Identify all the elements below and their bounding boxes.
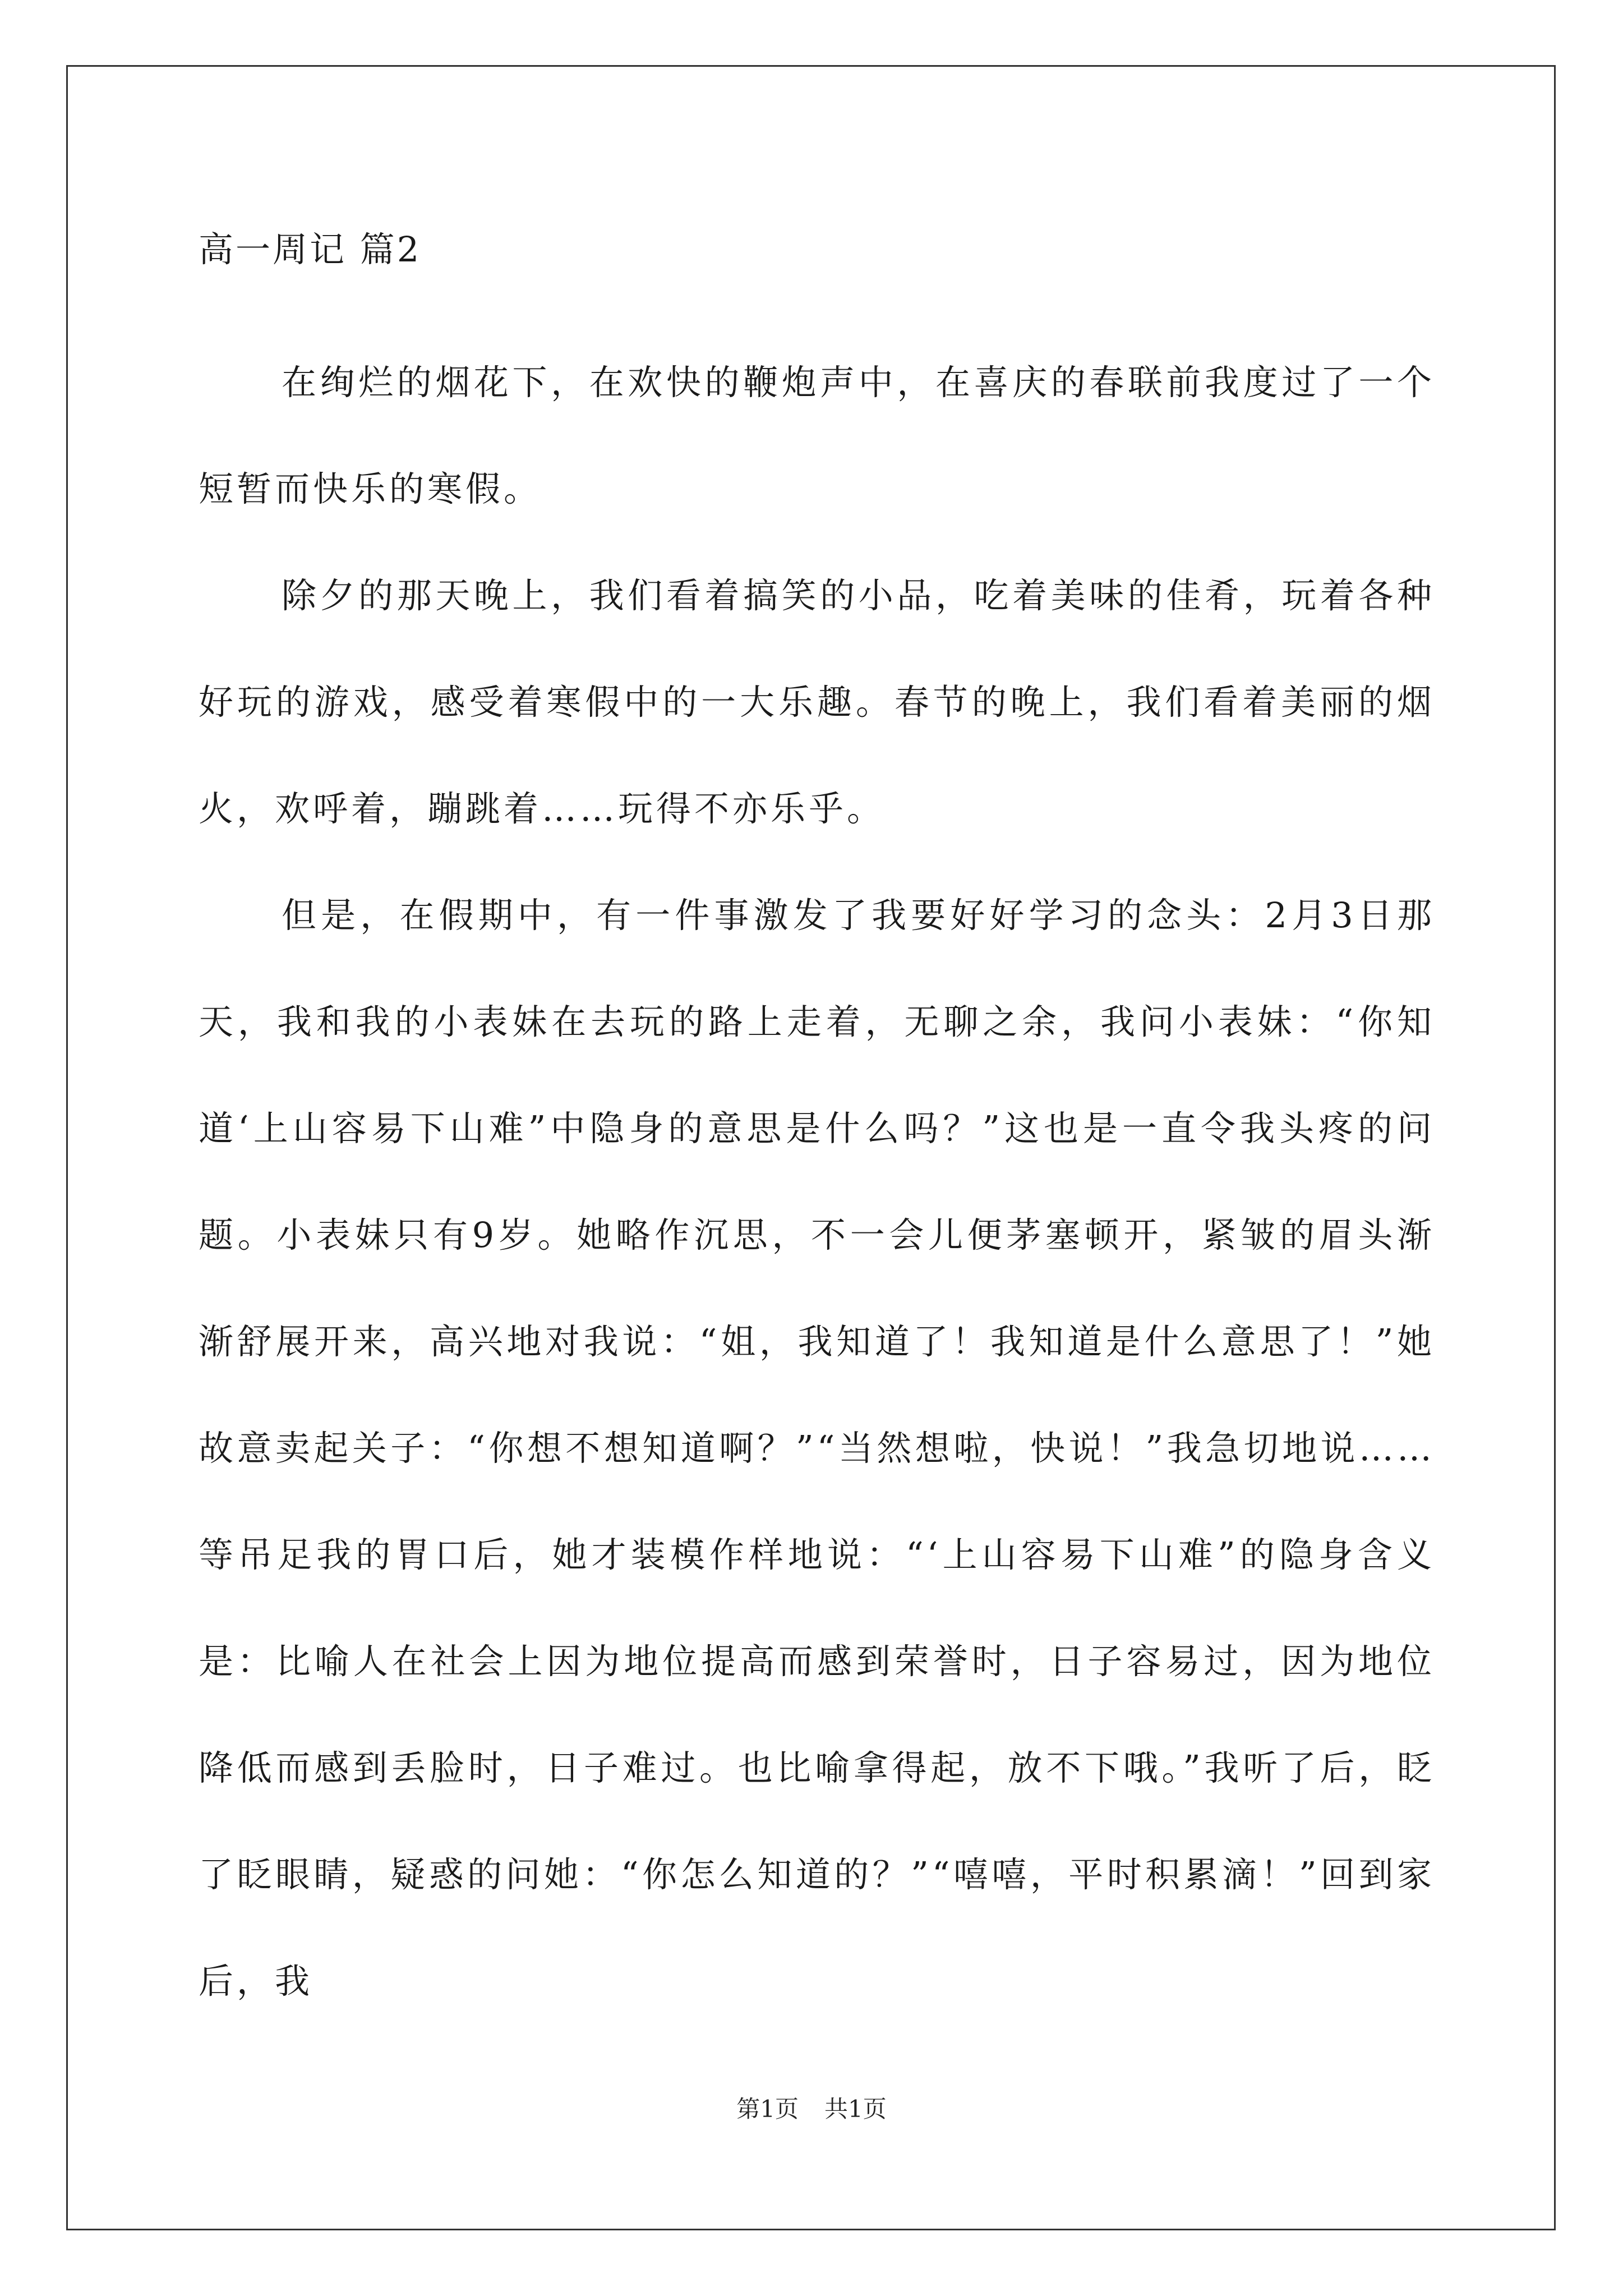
- page-total: 共1页: [824, 2095, 887, 2123]
- page-footer: [0, 2092, 1623, 2126]
- page-number: 第1页: [736, 2095, 799, 2123]
- document-title: 高一周记 篇2: [199, 229, 422, 270]
- document-body: [199, 222, 1435, 2035]
- paragraph: 在绚烂的烟花下，在欢快的鞭炮声中，在喜庆的春联前我度过了一个短暂而快乐的寒假。: [199, 362, 1435, 509]
- paragraph: 但是，在假期中，有一件事激发了我要好好学习的念头：2月3日那天，我和我的小表妹在去玩的路上走着，无聊之余，我问小表妹：“你知道‘上山容易下山难”中隐身的意思是什么吗？”这也是一直令我头疼的问题。小表妹只有9岁。她略作沉思，不一会儿便茅塞顿开，紧皱的眉头渐渐舒展开来，高兴地对我说：“姐，我知道了！我知道是什么意思了！”她故意卖起关子：“你想不想知道啊？”“当然想啦，快说！”我急切地说……等吊足我的胃口后，她才装模作样地说：“‘上山容易下山难”的隐身含义是：比喻人在社会上因为地位提高而感到荣誉时，日子容易过，因为地位降低而感到丢脸时，日子难过。也比喻拿得起，放不下哦。”我听了后，眨了眨眼睛，疑惑的问她：“你怎么知道的？”“嘻嘻，平时积累滴！”回到家后，我: [199, 895, 1435, 2001]
- paragraph: 除夕的那天晚上，我们看着搞笑的小品，吃着美味的佳肴，玩着各种好玩的游戏，感受着寒假中的一大乐趣。春节的晚上，我们看着美丽的烟火，欢呼着，蹦跳着……玩得不亦乐乎。: [199, 575, 1435, 829]
